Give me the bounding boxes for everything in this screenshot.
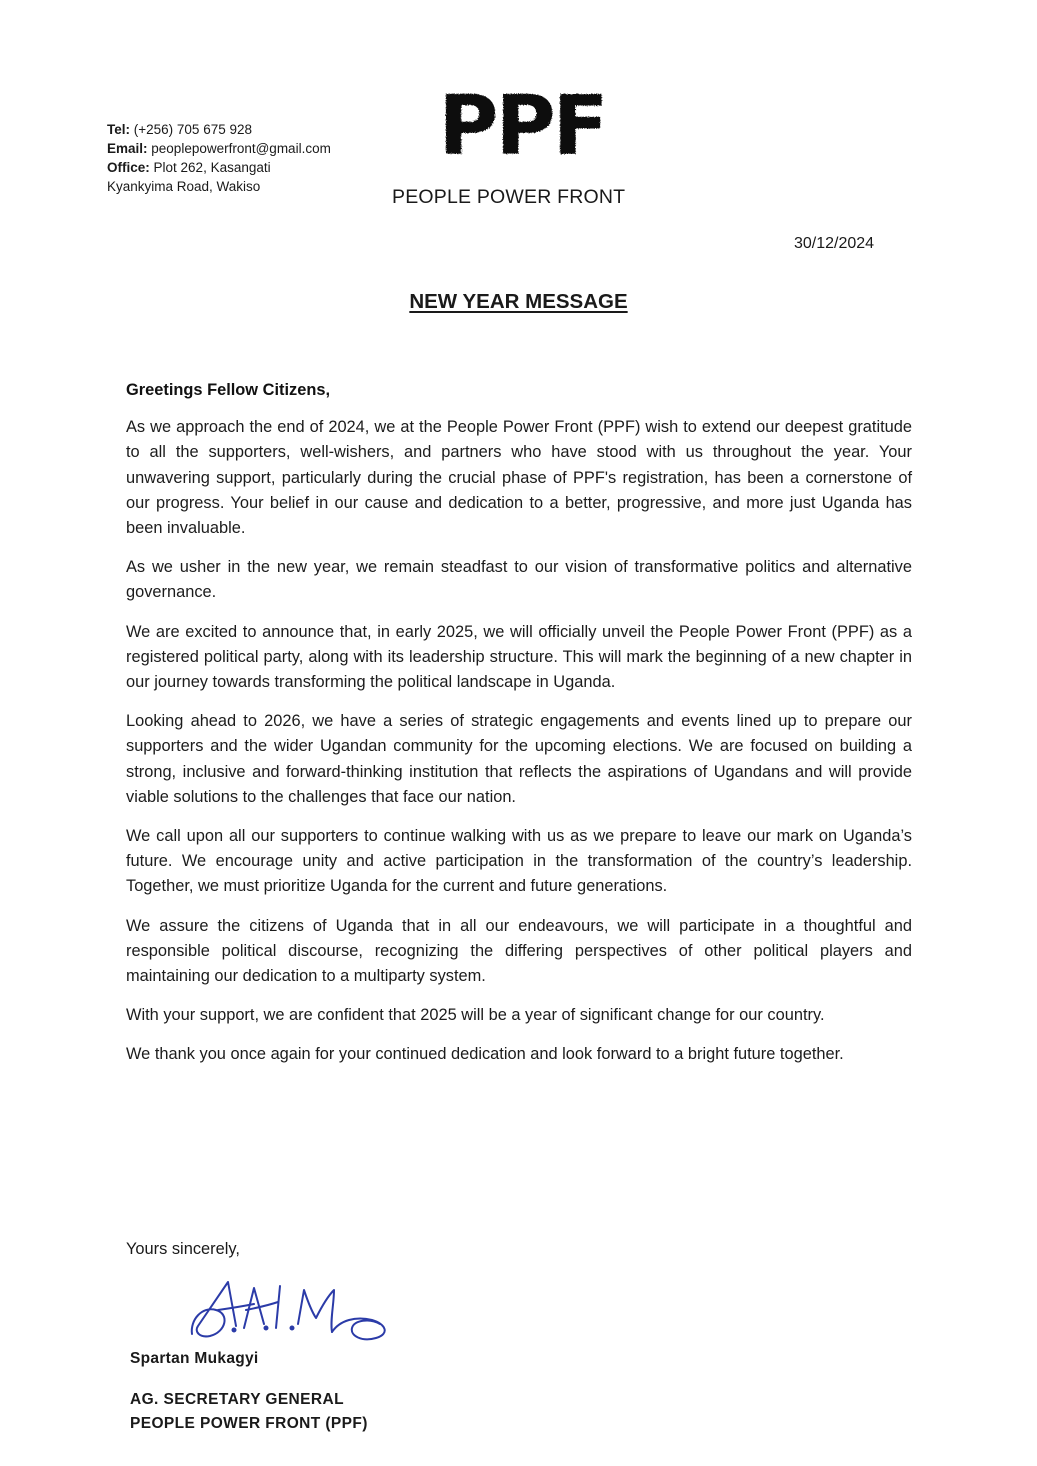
email-label: Email: bbox=[107, 141, 148, 156]
paragraph: We call upon all our supporters to continue walking with us as we prepare to leave our mark on Uganda’s future. We encourage unity and active participation in the transformation of the country’s leadership. Together, we must prioritize Uganda for the current and future generations. bbox=[126, 827, 912, 896]
office-label: Office: bbox=[107, 160, 150, 175]
paragraph: We are excited to announce that, in early 2025, we will officially unveil the People Power Front (PPF) as a registered political party, along with its leadership structure. This will mark the beginning of a new chapter in our journey towards transforming the political landscape in Uganda. bbox=[126, 622, 912, 692]
ppf-logo bbox=[432, 84, 612, 164]
signer-title-line2: PEOPLE POWER FRONT (PPF) bbox=[130, 1415, 368, 1432]
office-value-line1: Plot 262, Kasangati bbox=[153, 160, 271, 175]
letter-body bbox=[126, 378, 912, 1082]
letter-title: NEW YEAR MESSAGE bbox=[409, 290, 628, 313]
party-name: PEOPLE POWER FRONT bbox=[392, 186, 626, 208]
letterhead-contact bbox=[107, 120, 331, 196]
contact-email bbox=[107, 139, 331, 158]
email-value: peoplepowerfront@gmail.com bbox=[151, 141, 331, 156]
paragraph: As we usher in the new year, we remain steadfast to our vision of transformative politics and alternative governance. bbox=[126, 558, 912, 602]
logo-text: PPF bbox=[438, 84, 606, 164]
signer-title bbox=[130, 1388, 368, 1436]
paragraph: Looking ahead to 2026, we have a series of strategic engagements and events lined up to prepare our supporters and the wider Ugandan community for the upcoming elections. We are focused on building a strong, inclusive and forward-thinking institution that reflects the aspirations of Ugandans and will provide viable solutions to the challenges that face our nation. bbox=[126, 712, 912, 806]
paragraph: As we approach the end of 2024, we at the People Power Front (PPF) wish to extend our deepest gratitude to all the supporters, well-wishers, and partners who have stood with us throughout the year. Your unwavering support, particularly during the crucial phase of PPF's registration, has been a cornerstone of our progress. Your belief in our cause and dedication to a better, progressive, and more just Uganda has been invaluable. bbox=[126, 418, 912, 538]
contact-tel bbox=[107, 120, 331, 139]
paragraph: We thank you once again for your continued dedication and look forward to a bright future together. bbox=[126, 1045, 844, 1064]
tel-value: (+256) 705 675 928 bbox=[133, 122, 252, 137]
signer-title-line1: AG. SECRETARY GENERAL bbox=[130, 1391, 344, 1408]
office-value-line2: Kyankyima Road, Wakiso bbox=[107, 179, 261, 194]
letter-date: 30/12/2024 bbox=[794, 235, 875, 252]
contact-office bbox=[107, 158, 331, 177]
greeting: Greetings Fellow Citizens, bbox=[126, 381, 331, 399]
handwritten-signature bbox=[180, 1262, 410, 1362]
tel-label: Tel: bbox=[107, 122, 130, 137]
closing: Yours sincerely, bbox=[126, 1240, 240, 1258]
paragraph: We assure the citizens of Uganda that in all our endeavours, we will participate in a thoughtful and responsible political discourse, recognizing the differing perspectives of other political players and maintaining our dedication to a multiparty system. bbox=[126, 916, 912, 986]
paragraph: With your support, we are confident that 2025 will be a year of significant change for our country. bbox=[126, 1006, 825, 1025]
signer-name: Spartan Mukagyi bbox=[130, 1350, 259, 1367]
